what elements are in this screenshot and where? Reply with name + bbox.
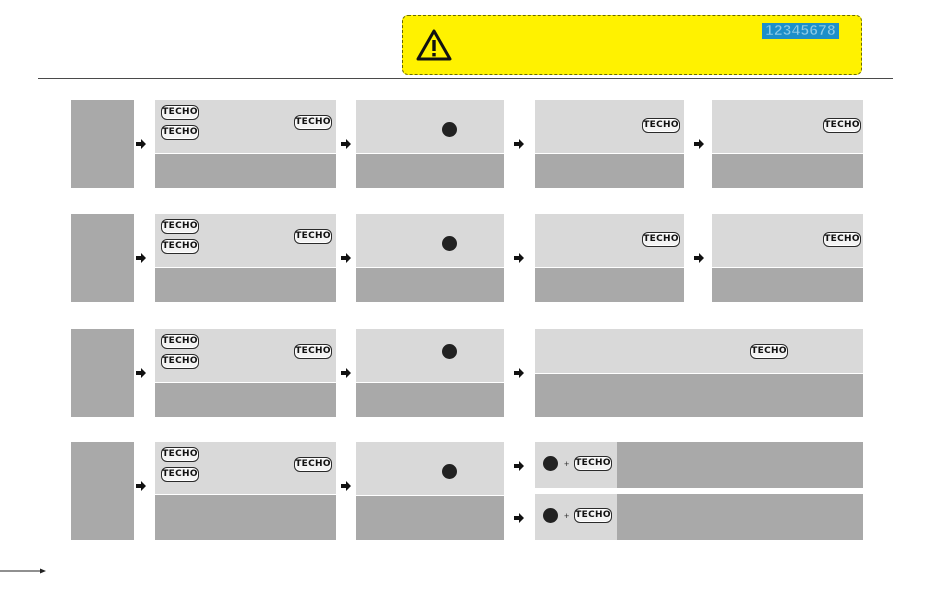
panel-bottom xyxy=(356,154,504,188)
techo-key-icon: TECHO xyxy=(574,508,612,523)
arrow-right-icon xyxy=(136,481,146,491)
step-panel-keys xyxy=(155,100,336,188)
panel-bottom xyxy=(535,154,684,188)
techo-key-icon: TECHO xyxy=(161,334,199,349)
plus-sign: + xyxy=(564,511,570,521)
arrow-right-icon xyxy=(341,139,351,149)
techo-key-icon: TECHO xyxy=(823,232,861,247)
techo-key-icon: TECHO xyxy=(574,456,612,471)
techo-key-icon: TECHO xyxy=(161,467,199,482)
row-label-block xyxy=(71,100,134,188)
step-panel-key xyxy=(535,214,684,302)
split-step-row xyxy=(535,442,863,488)
techo-key-icon: TECHO xyxy=(642,232,680,247)
techo-key-icon: TECHO xyxy=(823,118,861,133)
panel-bottom xyxy=(356,496,504,540)
row-label-block xyxy=(71,442,134,540)
panel-top xyxy=(356,100,504,153)
plus-sign: + xyxy=(564,459,570,469)
step-panel-wide xyxy=(535,329,863,417)
techo-key-icon: TECHO xyxy=(161,125,199,140)
panel-top xyxy=(356,329,504,382)
panel-bottom xyxy=(155,268,336,302)
panel-bottom xyxy=(155,154,336,188)
arrow-right-icon xyxy=(514,253,524,263)
arrow-right-icon xyxy=(694,139,704,149)
arrow-right-icon xyxy=(341,368,351,378)
step-panel-key xyxy=(535,100,684,188)
techo-key-icon: TECHO xyxy=(294,115,332,130)
panel-bottom xyxy=(535,374,863,417)
row-label-block xyxy=(71,329,134,417)
arrow-right-icon xyxy=(136,368,146,378)
techo-key-icon: TECHO xyxy=(161,219,199,234)
techo-key-icon: TECHO xyxy=(161,105,199,120)
arrow-right-icon xyxy=(514,513,524,523)
step-panel-button xyxy=(356,100,504,188)
arrow-right-icon xyxy=(514,139,524,149)
step-panel-keys xyxy=(155,214,336,302)
footer-arrow-icon xyxy=(0,568,46,574)
arrow-right-icon xyxy=(136,253,146,263)
panel-bottom xyxy=(356,268,504,302)
arrow-right-icon xyxy=(341,253,351,263)
warning-code: 12345678 xyxy=(762,23,839,39)
row-label-block xyxy=(71,214,134,302)
round-button-icon xyxy=(442,236,457,251)
panel-bottom xyxy=(712,154,863,188)
header-divider xyxy=(38,78,893,79)
arrow-right-icon xyxy=(136,139,146,149)
panel-top xyxy=(356,442,504,495)
split-step-row xyxy=(535,494,863,540)
panel-bottom xyxy=(155,383,336,417)
arrow-right-icon xyxy=(514,368,524,378)
techo-key-icon: TECHO xyxy=(294,344,332,359)
round-button-icon xyxy=(543,456,558,471)
panel-bottom xyxy=(356,383,504,417)
step-panel-button xyxy=(356,442,504,540)
techo-key-icon: TECHO xyxy=(642,118,680,133)
panel-top xyxy=(356,214,504,267)
step-panel-key xyxy=(712,100,863,188)
techo-key-icon: TECHO xyxy=(161,239,199,254)
step-panel-keys xyxy=(155,329,336,417)
techo-key-icon: TECHO xyxy=(161,447,199,462)
step-panel-keys xyxy=(155,442,336,540)
techo-key-icon: TECHO xyxy=(161,354,199,369)
panel-top xyxy=(535,329,863,373)
round-button-icon xyxy=(442,344,457,359)
step-panel-key xyxy=(712,214,863,302)
round-button-icon xyxy=(442,122,457,137)
step-panel-button xyxy=(356,214,504,302)
panel-bottom xyxy=(712,268,863,302)
panel-bottom xyxy=(155,495,336,540)
arrow-right-icon xyxy=(514,461,524,471)
round-button-icon xyxy=(543,508,558,523)
warning-banner xyxy=(402,15,862,75)
warning-triangle-icon xyxy=(416,29,452,61)
arrow-right-icon xyxy=(694,253,704,263)
step-panel-button xyxy=(356,329,504,417)
techo-key-icon: TECHO xyxy=(750,344,788,359)
arrow-right-icon xyxy=(341,481,351,491)
techo-key-icon: TECHO xyxy=(294,457,332,472)
panel-bottom xyxy=(535,268,684,302)
round-button-icon xyxy=(442,464,457,479)
techo-key-icon: TECHO xyxy=(294,229,332,244)
